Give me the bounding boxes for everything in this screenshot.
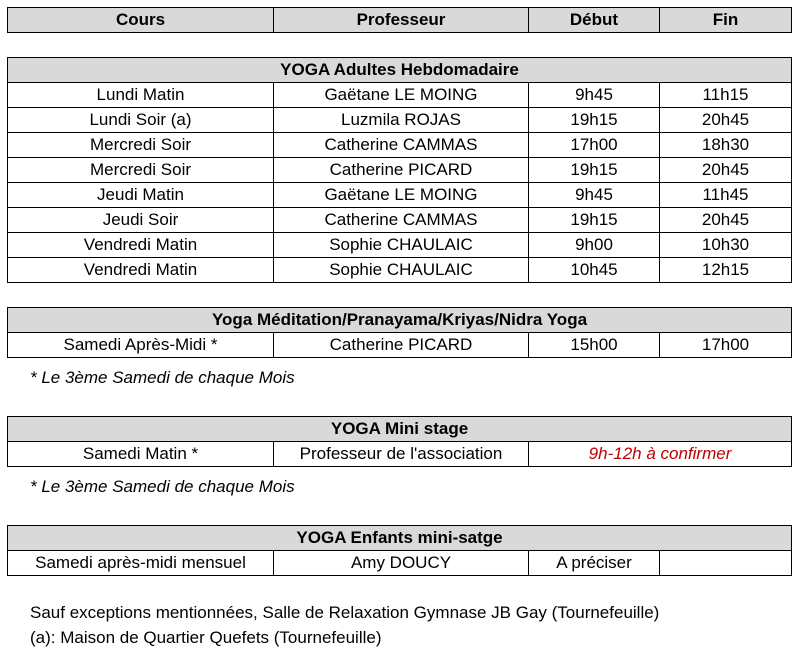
col-header-cours: Cours [8,8,274,33]
cell-cours: Lundi Soir (a) [8,108,274,133]
cell-professeur: Catherine CAMMAS [274,133,529,158]
section-adultes-table [7,57,792,283]
table-row [8,108,792,133]
section-title: Yoga Méditation/Pranayama/Kriyas/Nidra Yoga [8,308,792,333]
cell-professeur: Amy DOUCY [274,551,529,576]
cell-professeur: Sophie CHAULAIC [274,233,529,258]
header-table [7,7,792,33]
cell-cours: Samedi Après-Midi * [8,333,274,358]
cell-debut: 9h45 [529,183,660,208]
col-header-debut: Début [529,8,660,33]
cell-fin: 20h45 [660,108,792,133]
note-mini-stage: * Le 3ème Samedi de chaque Mois [30,477,295,496]
cell-cours: Vendredi Matin [8,233,274,258]
section-title: YOGA Enfants mini-satge [8,526,792,551]
footer-line-location: Sauf exceptions mentionnées, Salle de Relaxation Gymnase JB Gay (Tournefeuille) [30,603,660,622]
section-meditation-table [7,307,792,358]
cell-debut: 9h00 [529,233,660,258]
section-title: YOGA Mini stage [8,417,792,442]
cell-professeur: Professeur de l'association [274,442,529,467]
cell-professeur: Sophie CHAULAIC [274,258,529,283]
cell-professeur: Catherine PICARD [274,158,529,183]
cell-debut: 15h00 [529,333,660,358]
note-meditation: * Le 3ème Samedi de chaque Mois [30,368,295,387]
cell-fin: 12h15 [660,258,792,283]
cell-debut: 17h00 [529,133,660,158]
table-row [8,208,792,233]
cell-professeur: Catherine PICARD [274,333,529,358]
cell-debut: A préciser [529,551,660,576]
table-row [8,333,792,358]
cell-debut: 19h15 [529,108,660,133]
section-title: YOGA Adultes Hebdomadaire [8,58,792,83]
cell-fin: 18h30 [660,133,792,158]
cell-fin: 20h45 [660,208,792,233]
footer [30,600,659,650]
cell-debut: 9h45 [529,83,660,108]
cell-fin: 17h00 [660,333,792,358]
table-row [8,442,792,467]
table-row [8,258,792,283]
cell-professeur: Catherine CAMMAS [274,208,529,233]
section-enfants-table [7,525,792,576]
cell-fin: 11h15 [660,83,792,108]
cell-fin: 20h45 [660,158,792,183]
table-row [8,233,792,258]
cell-professeur: Gaëtane LE MOING [274,183,529,208]
cell-cours: Mercredi Soir [8,158,274,183]
cell-professeur: Gaëtane LE MOING [274,83,529,108]
cell-cours: Mercredi Soir [8,133,274,158]
section-mini-stage-table [7,416,792,467]
col-header-fin: Fin [660,8,792,33]
table-row [8,158,792,183]
footer-line-note-a: (a): Maison de Quartier Quefets (Tournefeuille) [30,628,382,647]
cell-fin [660,551,792,576]
cell-cours: Jeudi Matin [8,183,274,208]
table-row [8,133,792,158]
cell-cours: Jeudi Soir [8,208,274,233]
cell-professeur: Luzmila ROJAS [274,108,529,133]
table-row [8,183,792,208]
cell-horaire-a-confirmer: 9h-12h à confirmer [529,442,792,467]
cell-cours: Samedi Matin * [8,442,274,467]
table-row [8,551,792,576]
cell-debut: 10h45 [529,258,660,283]
cell-debut: 19h15 [529,158,660,183]
table-row [8,83,792,108]
cell-debut: 19h15 [529,208,660,233]
cell-cours: Lundi Matin [8,83,274,108]
cell-cours: Samedi après-midi mensuel [8,551,274,576]
col-header-professeur: Professeur [274,8,529,33]
cell-fin: 10h30 [660,233,792,258]
cell-fin: 11h45 [660,183,792,208]
cell-cours: Vendredi Matin [8,258,274,283]
